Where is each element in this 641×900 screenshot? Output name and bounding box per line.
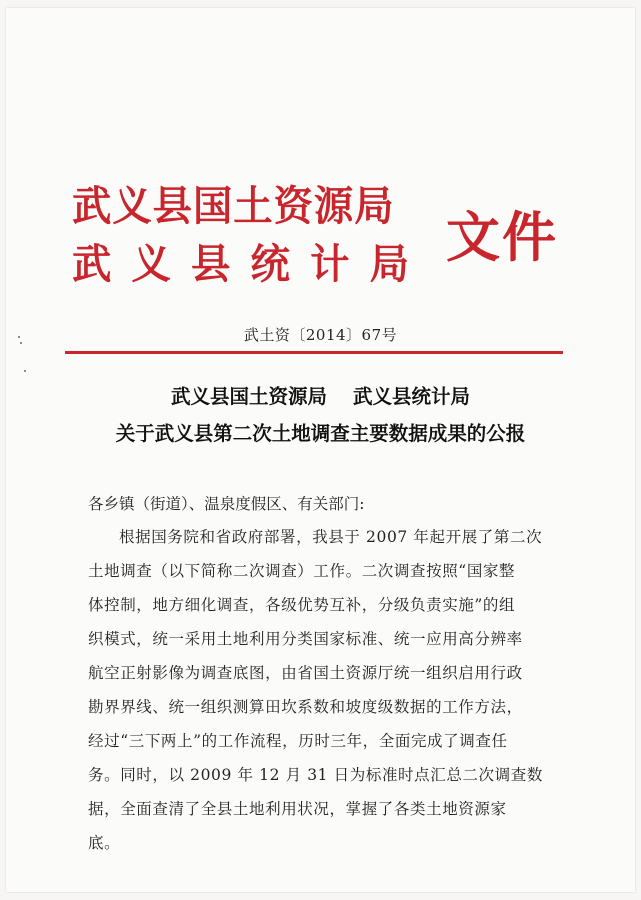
salutation: 各乡镇（街道）、温泉度假区、有关部门: bbox=[88, 495, 365, 513]
document-page bbox=[6, 8, 635, 892]
issuing-org-line-1: 武义县国土资源局 bbox=[72, 182, 395, 230]
body-line: 勘界界线、统一组织测算田坎系数和坡度级数据的工作方法， bbox=[88, 698, 523, 716]
body-line: 土地调查（以下简称二次调查）工作。二次调查按照“国家整 bbox=[88, 562, 516, 580]
title-line-2: 关于武义县第二次土地调查主要数据成果的公报 bbox=[115, 422, 526, 445]
title-org-1: 武义县国土资源局 bbox=[170, 385, 327, 408]
body-line: 织模式，统一采用土地利用分类国家标准、统一应用高分辨率 bbox=[88, 630, 523, 648]
body-line: 体控制，地方细化调查，各级优势互补，分级负责实施”的组 bbox=[88, 596, 516, 614]
document-suffix: 文件 bbox=[446, 205, 558, 269]
body-line: 经过“三下两上”的工作流程，历时三年，全面完成了调查任 bbox=[88, 732, 508, 750]
body-line: 根据国务院和省政府部署，我县于 2007 年起开展了第二次 bbox=[119, 528, 543, 546]
title-org-2: 武义县统计局 bbox=[353, 385, 471, 408]
title-line-1 bbox=[6, 381, 635, 409]
body-line: 底。 bbox=[88, 834, 121, 852]
body-line: 据，全面查清了全县土地利用状况，掌握了各类土地资源家 bbox=[88, 800, 507, 818]
issuing-org-line-2: 武义县统计局 bbox=[72, 240, 430, 288]
document-number: 武土资〔2014〕67号 bbox=[243, 326, 398, 344]
red-separator-line bbox=[65, 351, 563, 354]
body-line: 务。同时，以 2009 年 12 月 31 日为标准时点汇总二次调查数 bbox=[88, 766, 543, 784]
body-line: 航空正射影像为调查底图，由省国土资源厅统一组织启用行政 bbox=[88, 664, 523, 682]
